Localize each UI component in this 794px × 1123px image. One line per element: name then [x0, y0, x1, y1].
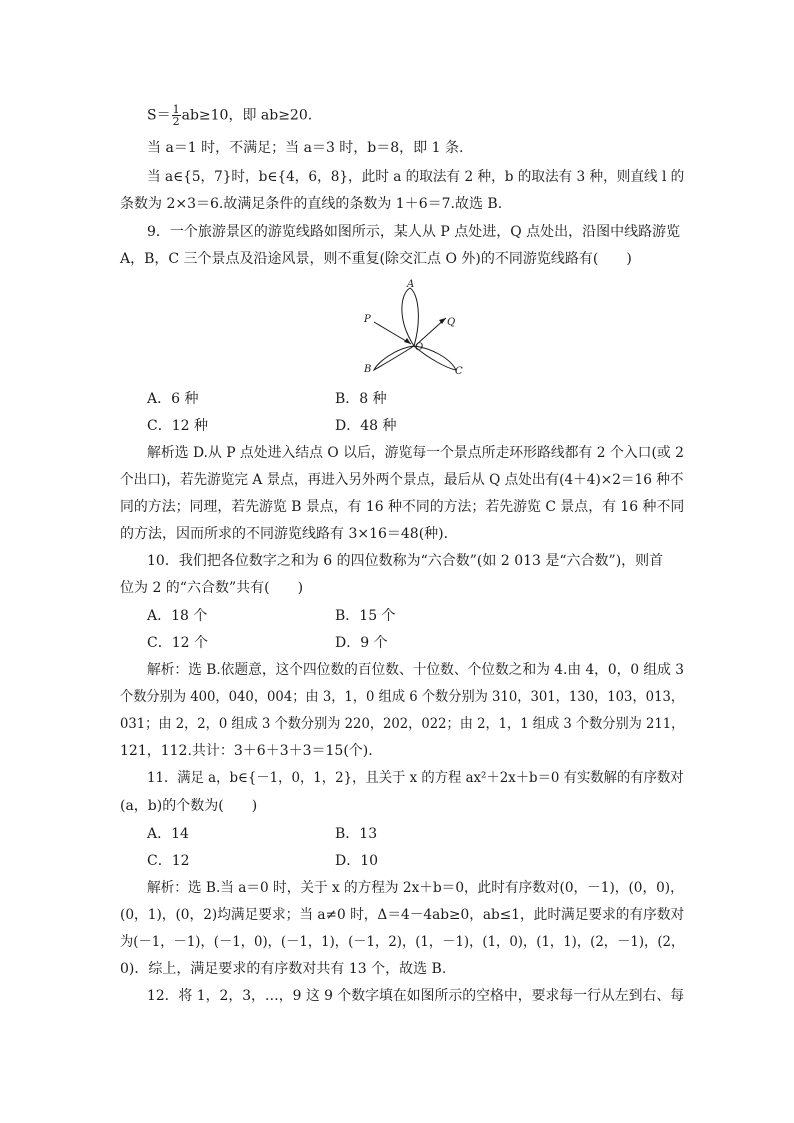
solution-line: 031；由 2，2，0 组成 3 个数分别为 220，202，022；由 2，1，1 组成 3 个数分别为 211，: [120, 716, 685, 732]
solution-line: 同的方法；同理，若先游览 B 景点，有 16 种不同的方法；若先游览 C 景点，有 16 种不同: [120, 499, 685, 515]
loop-a: [402, 288, 418, 346]
solution-line: 解析：选 B.依题意，这个四位数的百位数、十位数、个位数之和为 4.由 4，0，0 组成 3: [147, 662, 684, 678]
solution-line: 的方法，因而所求的不同游览线路有 3×16＝48(种).: [120, 526, 449, 542]
question-stem-line: A，B，C 三个景点及沿途风景，则不重复(除交汇点 O 外)的不同游览线路有( ): [120, 251, 632, 267]
solution-line: (0，1)，(0，2)均满足要求；当 a≠0 时，Δ＝4－4ab≥0，ab≤1，此时满足要求的有序数对: [120, 907, 685, 923]
option-a: A．6 种: [147, 391, 199, 407]
option-a: A．14: [147, 826, 189, 842]
label-p: P: [364, 314, 371, 325]
question-stem-line: (a，b)的个数为( ): [120, 798, 258, 814]
solution-text-line: 条数为 2×3＝6.故满足条件的直线的条数为 1＋6＝7.故选 B.: [120, 196, 503, 212]
option-d: D．48 种: [335, 418, 397, 434]
question-stem-line: 9．一个旅游景区的游览线路如图所示，某人从 P 点处进，Q 点处出，沿图中线路游览: [147, 224, 681, 240]
solution-line: 121，112.共计：3＋6＋3＋3＝15(个).: [120, 743, 373, 759]
solution-line: 0)．综上，满足要求的有序数对共有 13 个，故选 B.: [120, 961, 447, 977]
solution-line: 个出口)，若先游览完 A 景点，再进入另外两个景点，最后从 Q 点处出有(4＋4)×2＝16 种不: [120, 472, 684, 488]
tour-route-diagram: [356, 278, 476, 378]
option-b: B．8 种: [335, 391, 387, 407]
solution-line: 解析选 D.从 P 点处进入结点 O 以后，游览每一个景点所走环形路线都有 2 个入口(或 2: [147, 445, 684, 461]
area-formula-line: [147, 104, 312, 127]
solution-line: 个数分别为 400，040，004；由 3，1，0 组成 6 个数分别为 310，301，130，103，013，: [120, 689, 685, 705]
option-b: B．15 个: [335, 608, 396, 624]
option-d: D．10: [335, 853, 379, 869]
solution-text-line: 当 a＝1 时，不满足；当 a＝3 时，b＝8，即 1 条.: [147, 140, 464, 156]
label-q: Q: [447, 317, 456, 328]
question-stem-line: 12．将 1，2，3，…，9 这 9 个数字填在如图所示的空格中，要求每一行从左到右、每: [147, 988, 685, 1004]
label-a: A: [407, 279, 415, 290]
solution-line: 为(－1，－1)，(－1，0)，(－1，1)，(－1，2)，(1，－1)，(1，0)，(1，1)，(2，－1)，(2，: [120, 934, 685, 950]
fraction-one-half: $\frac{1}{2}$: [172, 103, 180, 128]
solution-text-line: 当 a∈{5，7}时，b∈{4，6，8}，此时 a 的取法有 2 种，b 的取法有 3 种，则直线 l 的: [147, 169, 685, 185]
area-rest: ab≥10，即 ab≥20.: [181, 107, 313, 124]
solution-line: 解析：选 B.当 a＝0 时，关于 x 的方程为 2x＋b＝0，此时有序数对(0，－1)，(0，0)，: [147, 880, 684, 896]
option-c: C．12: [147, 853, 190, 869]
option-b: B．13: [335, 826, 378, 842]
question-stem-line: 位为 2 的“六合数”共有( ): [120, 580, 304, 596]
option-a: A．18 个: [147, 608, 208, 624]
label-b: B: [364, 364, 372, 375]
option-c: C．12 种: [147, 418, 208, 434]
question-stem-line: 11．满足 a，b∈{－1，0，1，2}，且关于 x 的方程 ax²＋2x＋b＝0 有实数解的有序数对: [147, 770, 684, 786]
area-s: S＝: [147, 107, 171, 124]
option-c: C．12 个: [147, 635, 208, 651]
loop-b: [374, 346, 414, 370]
label-o: O: [415, 342, 424, 353]
option-d: D．9 个: [335, 635, 388, 651]
label-c: C: [455, 366, 463, 377]
question-stem-line: 10．我们把各位数字之和为 6 的四位数称为“六合数”(如 2 013 是“六合数”)，则首: [147, 553, 664, 569]
